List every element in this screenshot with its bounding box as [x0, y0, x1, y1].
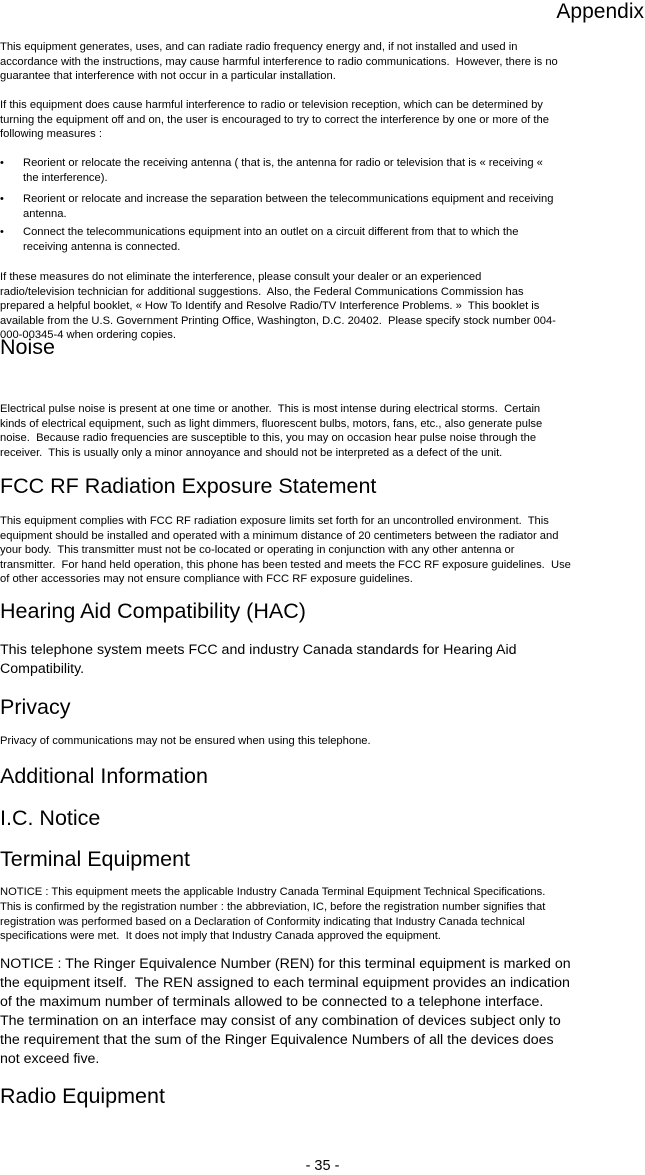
text-line: kinds of electrical equipment, such as light dimmers, fluorescent bulbs, motors, fans, etc., also generate pulse [0, 417, 543, 430]
text-line: not exceed five. [0, 1051, 100, 1067]
text-line: guarantee that interference with not occur in a particular installation. [0, 70, 336, 82]
text-line: of other accessories may not ensure compliance with FCC RF exposure guidelines. [0, 573, 413, 585]
text-line: NOTICE : The Ringer Equivalence Number (REN) for this terminal equipment is marked on [0, 956, 571, 972]
text-line: available from the U.S. Government Printing Office, Washington, D.C. 20402. Please specify stock number 004- [0, 314, 556, 327]
text-line: Reorient or relocate the receiving antenna ( that is, the antenna for radio or television that is « receiving « [23, 157, 543, 169]
terminal-notice-paragraph [0, 885, 645, 944]
text-line: your body. This transmitter must not be co-located or operating in conjunction with any other antenna or [0, 544, 515, 556]
text-line: equipment should be installed and operated with a minimum distance of 20 centimeters between the radiator and [0, 529, 559, 542]
radio-equipment-heading: Radio Equipment [0, 1084, 165, 1108]
text-line: the equipment itself. The REN assigned to each terminal equipment provides an indication [0, 975, 570, 991]
text-line: prepared a helpful booklet, « How To Identify and Resolve Radio/TV Interference Problems. » This booklet is [0, 300, 540, 312]
intro-paragraph-1 [0, 40, 645, 84]
bullet-icon: • [0, 193, 4, 205]
privacy-heading: Privacy [0, 695, 71, 719]
noise-heading: Noise [0, 335, 55, 359]
page-title: Appendix [556, 0, 644, 23]
privacy-paragraph [0, 734, 645, 749]
text-line: following measures : [0, 128, 102, 140]
text-line: This equipment complies with FCC RF radiation exposure limits set forth for an uncontrolled environment. This [0, 515, 549, 527]
noise-paragraph [0, 402, 645, 460]
page-number: - 35 - [305, 1158, 340, 1174]
ic-notice-heading: I.C. Notice [0, 806, 101, 830]
bullet-text [23, 225, 518, 254]
text-line: radio/television technician for additional suggestions. Also, the Federal Communications Commission has [0, 285, 524, 298]
additional-information-heading: Additional Information [0, 764, 208, 788]
text-line: Reorient or relocate and increase the separation between the telecommunications equipment and receiving [23, 193, 554, 205]
bullet-text [23, 192, 553, 221]
text-line: Connect the telecommunications equipment into an outlet on a circuit different from that to which the [23, 226, 519, 238]
bullet-icon: • [0, 157, 4, 169]
text-line: specifications were met. It does not imply that Industry Canada approved the equipment. [0, 930, 441, 943]
text-line: receiving antenna is connected. [23, 240, 181, 253]
text-line: If these measures do not eliminate the interference, please consult your dealer or an experienced [0, 271, 482, 283]
text-line: The termination on an interface may consist of any combination of devices subject only to [0, 1013, 561, 1029]
bullet-icon: • [0, 226, 4, 238]
fcc-paragraph [0, 514, 645, 587]
terminal-equipment-heading: Terminal Equipment [0, 847, 191, 871]
hac-heading: Hearing Aid Compatibility (HAC) [0, 599, 306, 623]
intro-paragraph-3 [0, 270, 645, 343]
text-line: antenna. [23, 207, 67, 220]
text-line: Electrical pulse noise is present at one time or another. This is most intense during electrical storms. Certain [0, 403, 541, 415]
text-line: Compatibility. [0, 661, 85, 677]
text-line: the requirement that the sum of the Ringer Equivalence Numbers of all the devices does [0, 1032, 554, 1048]
text-line: 000-00345-4 when ordering copies. [0, 329, 177, 341]
text-line: This is confirmed by the registration number : the abbreviation, IC, before the registration number signifies that [0, 900, 546, 913]
text-line: registration was performed based on a Declaration of Conformity indicating that Industry Canada technical [0, 915, 525, 928]
intro-paragraph-2 [0, 98, 645, 142]
text-line: NOTICE : This equipment meets the applicable Industry Canada Terminal Equipment Technical Specifications. [0, 886, 546, 898]
text-line: If this equipment does cause harmful interference to radio or television reception, which can be determined by [0, 99, 543, 111]
hac-paragraph [0, 641, 645, 679]
text-line: the interference). [23, 171, 108, 184]
text-line: turning the equipment off and on, the user is encouraged to try to correct the interference by one or more of the [0, 113, 549, 126]
text-line: accordance with the instructions, may cause harmful interference to radio communications. However, there is no [0, 55, 558, 68]
text-line: Privacy of communications may not be ensured when using this telephone. [0, 735, 371, 747]
fcc-heading: FCC RF Radiation Exposure Statement [0, 474, 377, 498]
text-line: This equipment generates, uses, and can radiate radio frequency energy and, if not installed and used in [0, 41, 518, 53]
text-line: This telephone system meets FCC and industry Canada standards for Hearing Aid [0, 642, 517, 658]
bullet-text [23, 156, 543, 185]
text-line: receiver. This is usually only a minor annoyance and should not be interpreted as a defect of the unit. [0, 446, 503, 459]
text-line: transmitter. For hand held operation, this phone has been tested and meets the FCC RF exposure guidelines. Use [0, 558, 571, 571]
ren-notice-paragraph [0, 955, 645, 1069]
text-line: noise. Because radio frequencies are susceptible to this, you may on occasion hear pulse noise through the [0, 432, 537, 444]
text-line: of the maximum number of terminals allowed to be connected to a telephone interface. [0, 994, 544, 1010]
